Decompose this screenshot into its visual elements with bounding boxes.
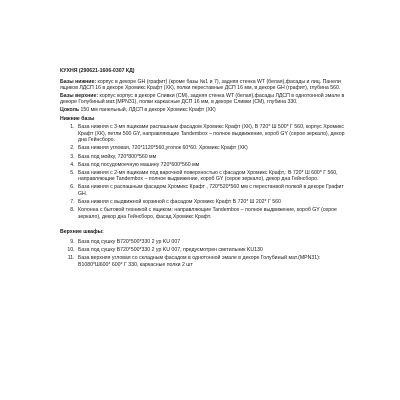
list-item: 7. База нижняя с выдвижной корзиной с фасадом Хромикс Крафт В 720* Ш 202* Г 560 xyxy=(76,199,352,206)
plinth-text: 150 мм панельный, ЛДСП в декоре Хромикс Крафт (ХК) xyxy=(79,106,216,113)
document-title: КУХНЯ (290621-1606-0307 КД) xyxy=(60,68,135,74)
upper-cabinets-list xyxy=(60,239,352,268)
bases-lower-text: корпус в декоре GH (графит) (кроме базы №1 и 7), задняя стенка WT (белая),фасады и лиц. Панели ящиков ЛДСП 16 в декоре Хромикс Крафт (ХК), полки переставные ДСП 16 мм, в декоре GH (графит), глубина 560. xyxy=(60,78,341,92)
bases-lower-paragraph xyxy=(60,79,352,92)
upper-cabinets-heading: Верхние шкафы: xyxy=(60,229,104,236)
list-item: 10. База под сушку В720*500*330 2 ур KU 007, предусмотрен светильник KU130 xyxy=(76,247,352,254)
list-item: 9. База под сушку В720*500*330 2 ур KU 007 xyxy=(76,239,352,246)
document-content xyxy=(60,68,352,270)
bases-lower-label: Базы нижние: xyxy=(60,78,97,85)
list-item: 3. База под мойку, 720*800*560 мм xyxy=(76,154,352,161)
list-item: 1. База нижняя с 3-мя ящиками распашным фасадом Хромикс Крафт (ХК), В 720* Ш 500* Г 560, корпус Хромикс Крафт (ХК), петли 500 GY, направляющие Tandembox – полное выдвижение, короб GY (серое зеркало), декор дна Гейнсборо. xyxy=(76,124,352,144)
bases-upper-label: Базы верхние: xyxy=(60,92,99,99)
lower-cabinets-heading: Нижние базы xyxy=(60,115,95,122)
bases-upper-paragraph xyxy=(60,93,352,106)
bases-upper-text: корпус корпус в декоре Сливки (СМ), задняя стенка WT (белая),фасады ЛДСП в однотонной эмале в декоре Голубиный мат.(MPN31), полки каркасные ДСП 16 мм, в декоре Сливки (СМ), глубина 330. xyxy=(60,92,345,106)
plinth-paragraph xyxy=(60,107,352,114)
list-item: 11. База верхняя угловая со складным фасадом в однотонной эмале в декоре Голубиный мат.(MPN31): В1080*Ш600* 600* Г 330, каркасные полки 2 шт xyxy=(76,255,352,268)
list-item: 6. База нижняя с распашным фасадом Хромикс Крафт , 720*520*560 мм с перестанвой полкой в декоре Графит GH. xyxy=(76,184,352,197)
list-item: 5. База нижняя с 2-мя ящиками под варочной поверхностью с фасадом Хромикс Крафт,: В 720* Ш 600* Г 560, направляющие Tandembox – полное выдвижение, короб GY (серое зеркало), декор дна Гейнсборо. xyxy=(76,170,352,183)
list-item: 2. База нижняя угловая, 720*1120*560,уголок 60*60. Хромикс Крафт (ХК) xyxy=(76,145,352,152)
list-item: 8. Колонна с бытовой техникой с ящиком: направляющие Tandembox – полное выдвижение, короб GY (серое зеркало), декор дна Гейнсборо, фасад Хромикс Крафт. xyxy=(76,207,352,220)
plinth-label: Цоколь xyxy=(60,106,80,113)
list-item: 4. База под посудомоечную машину 720*600*560 мм xyxy=(76,162,352,169)
lower-cabinets-list xyxy=(60,124,352,220)
